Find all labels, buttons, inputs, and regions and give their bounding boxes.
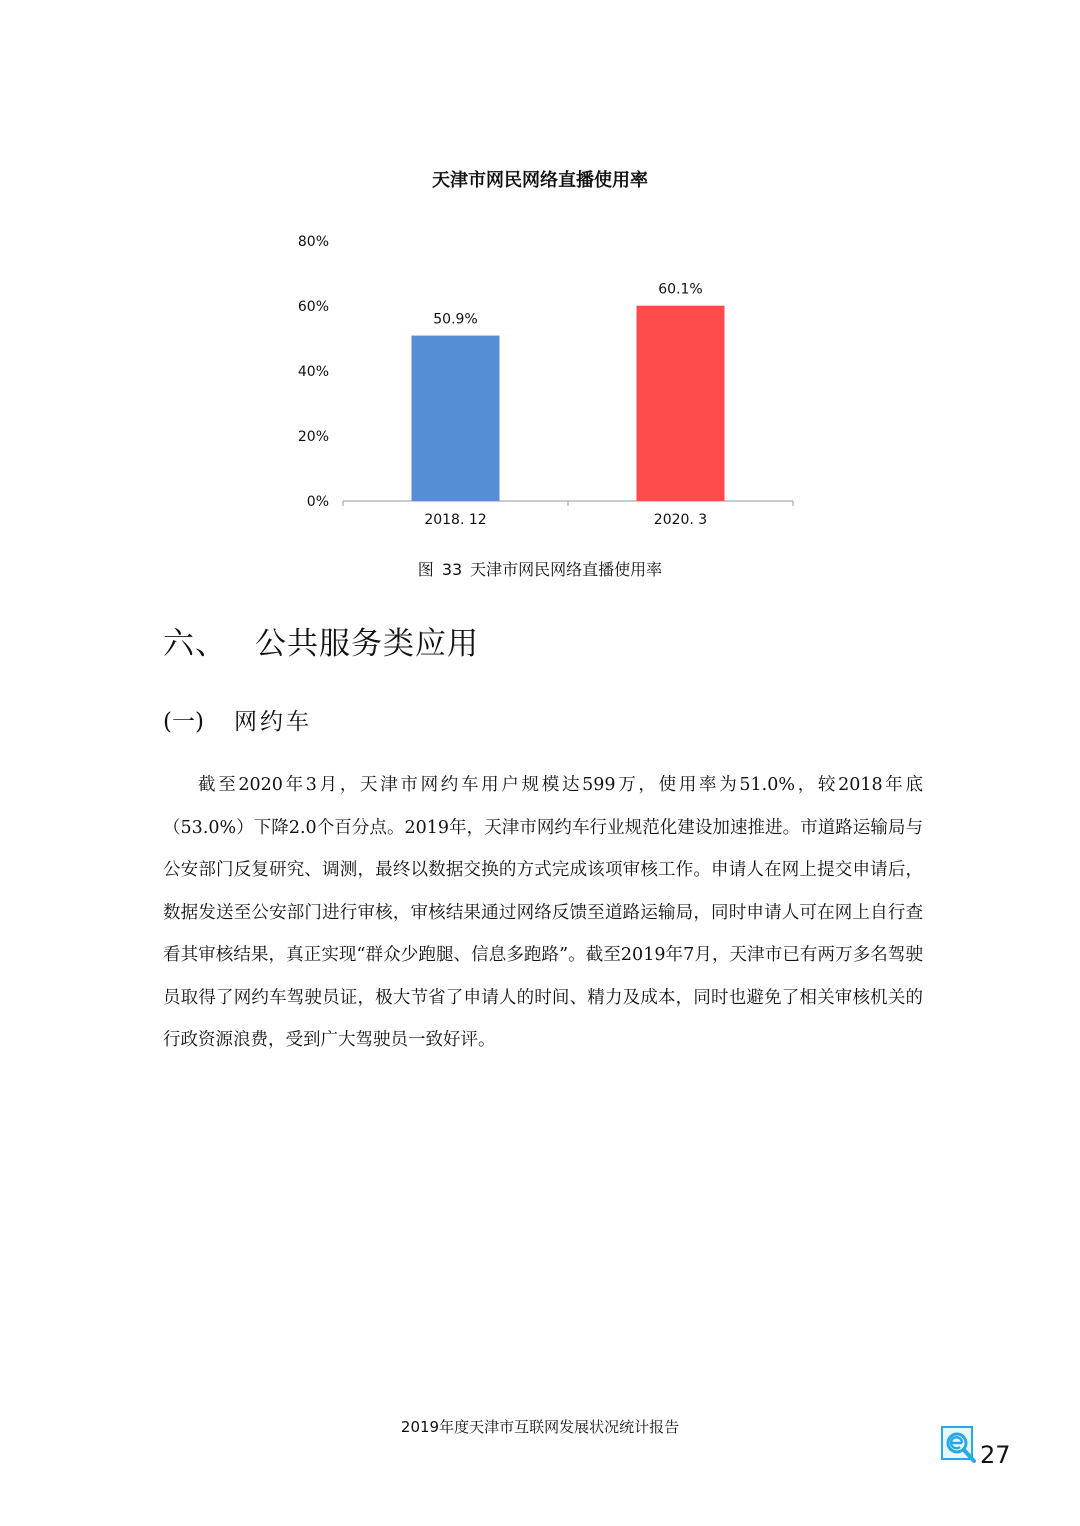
bar-value-label: 60.1%: [658, 281, 703, 298]
section-title: 公共服务类应用: [255, 626, 479, 662]
caption-number: 33: [441, 560, 463, 579]
y-tick-label: 20%: [297, 429, 329, 445]
x-category-label: 2020. 3: [653, 512, 708, 528]
bar-chart: [280, 220, 820, 540]
section-number: 六、: [163, 626, 227, 662]
y-tick-label: 0%: [306, 494, 329, 510]
bar-value-label: 50.9%: [433, 311, 478, 328]
y-tick-label: 40%: [297, 364, 329, 380]
chart-title: 天津市网民网络直播使用率: [432, 170, 648, 191]
caption-text: 天津市网民网络直播使用率: [470, 560, 663, 579]
y-tick-label: 60%: [297, 299, 329, 315]
caption-prefix: 图: [417, 560, 434, 579]
body-paragraph: 截至2020年3月，天津市网约车用户规模达599万，使用率为51.0%，较2018年底（53.0%）下降2.0个百分点。2019年，天津市网约车行业规范化建设加速推进。市道路运输局与公安部门反复研究、调测，最终以数据交换的方式完成该项审核工作。申请人在网上提交申请后，数据发送至公安部门进行审核，审核结果通过网络反馈至道路运输局，同时申请人可在网上自行查看其审核结果，真正实现“群众少跑腿、信息多跑路”。截至2019年7月，天津市已有两万多名驾驶员取得了网约车驾驶员证，极大节省了申请人的时间、精力及成本，同时也避免了相关审核机关的行政资源浪费，受到广大驾驶员一致好评。: [163, 775, 923, 1050]
subsection-title: 网约车: [233, 709, 312, 735]
section-heading: [163, 618, 479, 663]
page-number: 27: [980, 1441, 1011, 1469]
figure-caption: [0, 557, 1080, 580]
bar: [637, 306, 725, 501]
subsection-number: (一): [163, 709, 204, 735]
subsection-heading: [163, 703, 312, 736]
bar: [412, 336, 500, 501]
y-tick-label: 80%: [297, 234, 329, 250]
x-category-label: 2018. 12: [424, 512, 487, 528]
magnifier-e-logo-icon: [941, 1426, 977, 1464]
footer-report-title: 2019年度天津市互联网发展状况统计报告: [400, 1418, 680, 1436]
